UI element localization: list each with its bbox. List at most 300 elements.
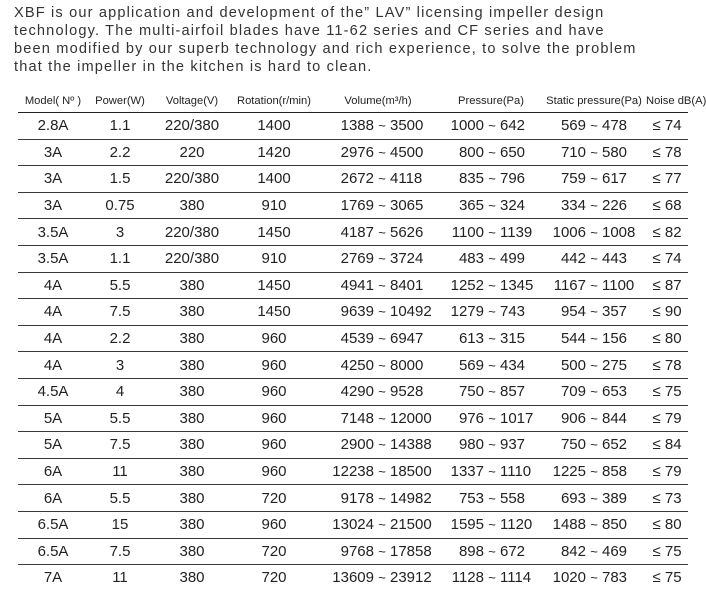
noise-prefix: ≤: [652, 250, 661, 268]
cell-model: 5A: [43, 409, 63, 427]
cell-static-pressure-min: 1225: [552, 463, 586, 481]
cell-voltage: 220/380: [164, 250, 220, 268]
range-separator: ~: [378, 517, 386, 533]
range-separator: ~: [378, 118, 386, 134]
cell-static-pressure: [542, 113, 646, 140]
cell-noise: [646, 458, 688, 485]
cell-pressure: [440, 511, 542, 538]
cell-pressure: [440, 405, 542, 432]
cell-pressure: [440, 325, 542, 352]
cell-pressure-min: 800: [458, 143, 484, 161]
cell-voltage: 380: [179, 276, 205, 294]
cell-model: 4A: [43, 330, 63, 348]
cell-voltage: 380: [179, 516, 205, 534]
noise-prefix: ≤: [652, 569, 661, 587]
range-separator: ~: [590, 198, 598, 214]
cell-volume: [316, 325, 440, 352]
cell-volume: [316, 458, 440, 485]
cell-model: 3A: [43, 170, 63, 188]
table-row: [18, 219, 688, 246]
range-separator: ~: [488, 570, 496, 586]
cell-pressure-max: 1110: [500, 463, 532, 481]
cell-pressure-min: 1128: [451, 569, 484, 587]
cell-power: 2.2: [109, 143, 131, 161]
cell-volume: [316, 139, 440, 166]
noise-prefix: ≤: [652, 143, 661, 161]
range-separator: ~: [590, 224, 598, 240]
cell-static-pressure-min: 750: [560, 436, 586, 454]
cell-static-pressure: [542, 405, 646, 432]
header-model: Model( Nº ): [18, 92, 88, 113]
table-row: [18, 113, 688, 140]
cell-rotation: 960: [261, 330, 287, 348]
cell-static-pressure-max: 844: [602, 409, 628, 427]
cell-power: 7.5: [109, 436, 131, 454]
cell-static-pressure-max: 783: [602, 569, 628, 587]
table-row: [18, 565, 688, 591]
cell-static-pressure-min: 710: [560, 143, 586, 161]
cell-static-pressure-max: 469: [602, 542, 628, 560]
cell-pressure-max: 857: [500, 383, 526, 401]
cell-pressure-min: 1279: [450, 303, 484, 321]
range-separator: ~: [378, 198, 386, 214]
noise-value: 74: [664, 250, 682, 268]
noise-value: 75: [664, 569, 682, 587]
cell-static-pressure: [542, 378, 646, 405]
cell-volume: [316, 538, 440, 565]
range-separator: ~: [488, 437, 496, 453]
range-separator: ~: [378, 570, 386, 586]
cell-static-pressure-min: 906: [560, 409, 586, 427]
cell-static-pressure-min: 442: [560, 250, 586, 268]
cell-static-pressure: [542, 192, 646, 219]
cell-power: 4: [115, 383, 125, 401]
table-row: [18, 192, 688, 219]
cell-model: 4A: [43, 303, 63, 321]
range-separator: ~: [488, 464, 496, 480]
cell-volume-min: 2769: [340, 250, 374, 268]
cell-pressure: [440, 458, 542, 485]
cell-volume: [316, 485, 440, 512]
cell-rotation: 1400: [257, 170, 291, 188]
cell-volume-max: 14982: [390, 489, 432, 507]
range-separator: ~: [378, 410, 386, 426]
noise-prefix: ≤: [652, 383, 661, 401]
noise-value: 82: [664, 223, 682, 241]
cell-voltage: 380: [179, 542, 205, 560]
range-separator: ~: [488, 251, 496, 267]
cell-static-pressure-max: 357: [602, 303, 628, 321]
noise-value: 79: [664, 409, 682, 427]
cell-pressure-min: 980: [458, 436, 484, 454]
cell-model: 6A: [43, 489, 63, 507]
table-row: [18, 272, 688, 299]
cell-voltage: 380: [179, 463, 205, 481]
header-noise: Noise dB(A): [646, 92, 688, 113]
cell-rotation: 1450: [257, 303, 291, 321]
cell-pressure-max: 672: [500, 542, 526, 560]
table-body: [18, 113, 688, 591]
cell-static-pressure: [542, 432, 646, 459]
cell-static-pressure-min: 759: [560, 170, 586, 188]
cell-power: 11: [112, 463, 128, 481]
table-row: [18, 432, 688, 459]
cell-volume-min: 4250: [340, 356, 374, 374]
cell-pressure: [440, 352, 542, 379]
fan-spec-table: [18, 92, 706, 591]
cell-pressure-min: 1000: [450, 117, 484, 135]
cell-model: 7A: [43, 569, 63, 587]
cell-volume-max: 17858: [390, 542, 432, 560]
cell-power: 5.5: [109, 489, 131, 507]
cell-pressure-max: 1120: [500, 516, 533, 534]
table-row: [18, 166, 688, 193]
noise-prefix: ≤: [652, 117, 661, 135]
cell-static-pressure-min: 1167: [553, 276, 586, 294]
cell-volume-min: 2900: [340, 436, 374, 454]
cell-voltage: 380: [179, 330, 205, 348]
cell-noise: [646, 192, 688, 219]
cell-static-pressure-max: 478: [602, 117, 628, 135]
cell-volume-max: 12000: [390, 409, 432, 427]
cell-static-pressure-min: 1006: [552, 223, 586, 241]
cell-volume-min: 9639: [340, 303, 374, 321]
noise-value: 90: [664, 303, 682, 321]
cell-voltage: 220/380: [164, 117, 220, 135]
cell-noise: [646, 405, 688, 432]
cell-pressure: [440, 139, 542, 166]
cell-volume-min: 1769: [340, 197, 374, 215]
cell-volume: [316, 219, 440, 246]
cell-pressure-max: 642: [500, 117, 526, 135]
cell-noise: [646, 139, 688, 166]
cell-static-pressure-max: 653: [602, 383, 628, 401]
cell-pressure: [440, 219, 542, 246]
cell-volume-max: 3500: [390, 117, 424, 135]
cell-power: 3: [115, 356, 125, 374]
range-separator: ~: [378, 304, 386, 320]
noise-value: 68: [664, 197, 682, 215]
cell-model: 6A: [43, 463, 63, 481]
cell-static-pressure-min: 693: [560, 489, 586, 507]
cell-static-pressure-max: 580: [602, 143, 628, 161]
cell-rotation: 960: [261, 383, 287, 401]
noise-prefix: ≤: [652, 197, 661, 215]
cell-pressure: [440, 245, 542, 272]
cell-noise: [646, 272, 688, 299]
intro-line: been modified by our superb technology and rich experience, to solve the problem: [14, 41, 637, 57]
cell-volume: [316, 352, 440, 379]
range-separator: ~: [590, 331, 598, 347]
cell-voltage: 380: [179, 356, 205, 374]
cell-pressure-min: 750: [458, 383, 484, 401]
cell-static-pressure-min: 954: [560, 303, 586, 321]
intro-line: technology. The multi-airfoil blades have 11-62 series and CF series and have: [14, 23, 605, 39]
cell-pressure-min: 483: [458, 250, 484, 268]
cell-noise: [646, 538, 688, 565]
cell-static-pressure-max: 226: [602, 197, 628, 215]
cell-pressure: [440, 272, 542, 299]
cell-volume-min: 4539: [340, 330, 374, 348]
range-separator: ~: [590, 517, 598, 533]
cell-volume-max: 4500: [390, 143, 424, 161]
cell-noise: [646, 325, 688, 352]
table-row: [18, 485, 688, 512]
cell-static-pressure-min: 1488: [552, 516, 586, 534]
range-separator: ~: [378, 384, 386, 400]
cell-voltage: 380: [179, 303, 205, 321]
cell-pressure: [440, 565, 542, 591]
cell-pressure-min: 976: [458, 409, 484, 427]
range-separator: ~: [378, 331, 386, 347]
cell-pressure-max: 1017: [500, 409, 534, 427]
noise-prefix: ≤: [652, 409, 661, 427]
cell-static-pressure-min: 709: [560, 383, 586, 401]
cell-voltage: 380: [179, 569, 205, 587]
cell-rotation: 960: [261, 463, 287, 481]
cell-pressure-max: 1114: [500, 569, 532, 587]
cell-pressure-max: 1139: [500, 223, 533, 241]
cell-pressure-min: 1252: [450, 276, 484, 294]
intro-line: that the impeller in the kitchen is hard to clean.: [14, 59, 373, 75]
cell-noise: [646, 485, 688, 512]
range-separator: ~: [378, 437, 386, 453]
cell-volume-min: 4941: [340, 276, 374, 294]
cell-volume-min: 13024: [332, 516, 374, 534]
range-separator: ~: [488, 171, 496, 187]
range-separator: ~: [488, 357, 496, 373]
noise-value: 78: [664, 143, 682, 161]
cell-static-pressure-max: 443: [602, 250, 628, 268]
cell-rotation: 720: [261, 489, 287, 507]
noise-prefix: ≤: [652, 356, 661, 374]
cell-rotation: 960: [261, 436, 287, 454]
cell-static-pressure-max: 858: [602, 463, 628, 481]
range-separator: ~: [590, 410, 598, 426]
cell-voltage: 380: [179, 383, 205, 401]
cell-volume-max: 3065: [390, 197, 424, 215]
cell-volume-min: 4187: [340, 223, 374, 241]
noise-prefix: ≤: [652, 276, 661, 294]
cell-pressure-min: 835: [458, 170, 484, 188]
cell-power: 1.1: [109, 117, 131, 135]
table-header-row: [18, 92, 688, 113]
range-separator: ~: [488, 517, 496, 533]
cell-pressure: [440, 166, 542, 193]
cell-volume: [316, 192, 440, 219]
noise-prefix: ≤: [652, 223, 661, 241]
cell-volume-min: 9178: [340, 489, 374, 507]
range-separator: ~: [378, 171, 386, 187]
cell-static-pressure-max: 850: [602, 516, 628, 534]
range-separator: ~: [488, 331, 496, 347]
range-separator: ~: [378, 224, 386, 240]
header-volume: Volume(m³/h): [316, 92, 440, 113]
cell-static-pressure-min: 842: [560, 542, 586, 560]
range-separator: ~: [590, 464, 598, 480]
table-row: [18, 299, 688, 326]
noise-value: 79: [664, 463, 682, 481]
cell-voltage: 220/380: [164, 170, 220, 188]
range-separator: ~: [590, 543, 598, 559]
cell-static-pressure-max: 1100: [602, 276, 635, 294]
cell-pressure-min: 613: [458, 330, 484, 348]
cell-volume: [316, 565, 440, 591]
cell-pressure-max: 650: [500, 143, 526, 161]
cell-static-pressure: [542, 538, 646, 565]
table-row: [18, 139, 688, 166]
header-static-pressure: Static pressure(Pa): [542, 92, 646, 113]
cell-pressure-max: 499: [500, 250, 526, 268]
cell-volume-max: 23912: [390, 569, 432, 587]
cell-noise: [646, 113, 688, 140]
range-separator: ~: [590, 304, 598, 320]
cell-voltage: 380: [179, 197, 205, 215]
range-separator: ~: [590, 144, 598, 160]
noise-prefix: ≤: [652, 330, 661, 348]
cell-pressure: [440, 538, 542, 565]
cell-volume-min: 2672: [340, 170, 374, 188]
cell-volume: [316, 432, 440, 459]
table-row: [18, 352, 688, 379]
noise-prefix: ≤: [652, 463, 661, 481]
range-separator: ~: [590, 277, 598, 293]
cell-static-pressure: [542, 565, 646, 591]
cell-pressure-max: 796: [500, 170, 526, 188]
cell-pressure-min: 365: [458, 197, 484, 215]
cell-power: 15: [111, 516, 129, 534]
cell-noise: [646, 352, 688, 379]
cell-volume-max: 9528: [390, 383, 424, 401]
cell-rotation: 720: [261, 542, 287, 560]
cell-volume: [316, 511, 440, 538]
cell-power: 5.5: [109, 409, 131, 427]
cell-noise: [646, 432, 688, 459]
cell-power: 3: [115, 223, 125, 241]
cell-power: 1.1: [109, 250, 131, 268]
cell-volume: [316, 166, 440, 193]
table-row: [18, 511, 688, 538]
range-separator: ~: [378, 251, 386, 267]
cell-pressure-min: 898: [458, 542, 484, 560]
cell-static-pressure: [542, 352, 646, 379]
range-separator: ~: [488, 304, 496, 320]
table-row: [18, 378, 688, 405]
noise-prefix: ≤: [652, 303, 661, 321]
table-row: [18, 245, 688, 272]
range-separator: ~: [378, 490, 386, 506]
noise-prefix: ≤: [652, 516, 661, 534]
cell-pressure-min: 1337: [450, 463, 484, 481]
cell-pressure: [440, 299, 542, 326]
range-separator: ~: [590, 251, 598, 267]
cell-pressure-max: 434: [500, 356, 526, 374]
noise-value: 75: [664, 542, 682, 560]
cell-volume-max: 21500: [390, 516, 432, 534]
cell-rotation: 1400: [257, 117, 291, 135]
cell-static-pressure-max: 275: [602, 356, 628, 374]
cell-volume-max: 10492: [390, 303, 432, 321]
range-separator: ~: [378, 144, 386, 160]
range-separator: ~: [488, 543, 496, 559]
cell-volume-min: 2976: [340, 143, 374, 161]
cell-volume-max: 18500: [390, 463, 432, 481]
range-separator: ~: [590, 490, 598, 506]
header-pressure: Pressure(Pa): [440, 92, 542, 113]
cell-static-pressure-min: 500: [560, 356, 586, 374]
cell-static-pressure-min: 1020: [552, 569, 586, 587]
cell-pressure-max: 743: [500, 303, 526, 321]
cell-volume: [316, 405, 440, 432]
cell-voltage: 380: [179, 409, 205, 427]
cell-power: 1.5: [109, 170, 131, 188]
cell-power: 7.5: [109, 303, 131, 321]
noise-value: 74: [664, 117, 682, 135]
cell-voltage: 220/380: [164, 223, 220, 241]
range-separator: ~: [590, 437, 598, 453]
table-row: [18, 405, 688, 432]
cell-static-pressure: [542, 139, 646, 166]
table-row: [18, 538, 688, 565]
cell-pressure: [440, 485, 542, 512]
cell-power: 2.2: [109, 330, 131, 348]
cell-model: 4A: [43, 276, 63, 294]
cell-model: 3.5A: [37, 250, 69, 268]
noise-value: 80: [664, 330, 682, 348]
cell-rotation: 910: [261, 197, 287, 215]
cell-static-pressure-min: 334: [560, 197, 586, 215]
cell-rotation: 910: [261, 250, 287, 268]
cell-pressure: [440, 192, 542, 219]
cell-pressure-max: 937: [500, 436, 526, 454]
cell-model: 3.5A: [37, 223, 69, 241]
cell-volume: [316, 245, 440, 272]
cell-static-pressure-max: 652: [602, 436, 628, 454]
cell-power: 5.5: [109, 276, 131, 294]
cell-rotation: 1450: [257, 276, 291, 294]
cell-pressure: [440, 113, 542, 140]
cell-model: 4.5A: [37, 383, 69, 401]
noise-prefix: ≤: [652, 489, 661, 507]
cell-volume: [316, 272, 440, 299]
cell-power: 11: [112, 569, 128, 587]
cell-volume-min: 12238: [332, 463, 374, 481]
cell-volume: [316, 299, 440, 326]
noise-value: 87: [664, 276, 682, 294]
noise-prefix: ≤: [652, 170, 661, 188]
range-separator: ~: [488, 224, 496, 240]
cell-voltage: 220: [179, 143, 205, 161]
cell-power: 0.75: [105, 197, 135, 215]
range-separator: ~: [590, 384, 598, 400]
cell-static-pressure-min: 544: [560, 330, 586, 348]
cell-rotation: 1450: [257, 223, 291, 241]
cell-static-pressure: [542, 458, 646, 485]
cell-pressure-min: 569: [458, 356, 484, 374]
cell-static-pressure: [542, 245, 646, 272]
cell-model: 6.5A: [37, 542, 69, 560]
table-row: [18, 325, 688, 352]
cell-volume-max: 8000: [390, 356, 424, 374]
cell-volume-min: 4290: [340, 383, 374, 401]
cell-volume-max: 3724: [390, 250, 424, 268]
cell-volume-max: 4118: [390, 170, 423, 188]
range-separator: ~: [488, 410, 496, 426]
cell-model: 6.5A: [37, 516, 69, 534]
header-rotation: Rotation(r/min): [232, 92, 316, 113]
cell-voltage: 380: [179, 489, 205, 507]
range-separator: ~: [488, 490, 496, 506]
